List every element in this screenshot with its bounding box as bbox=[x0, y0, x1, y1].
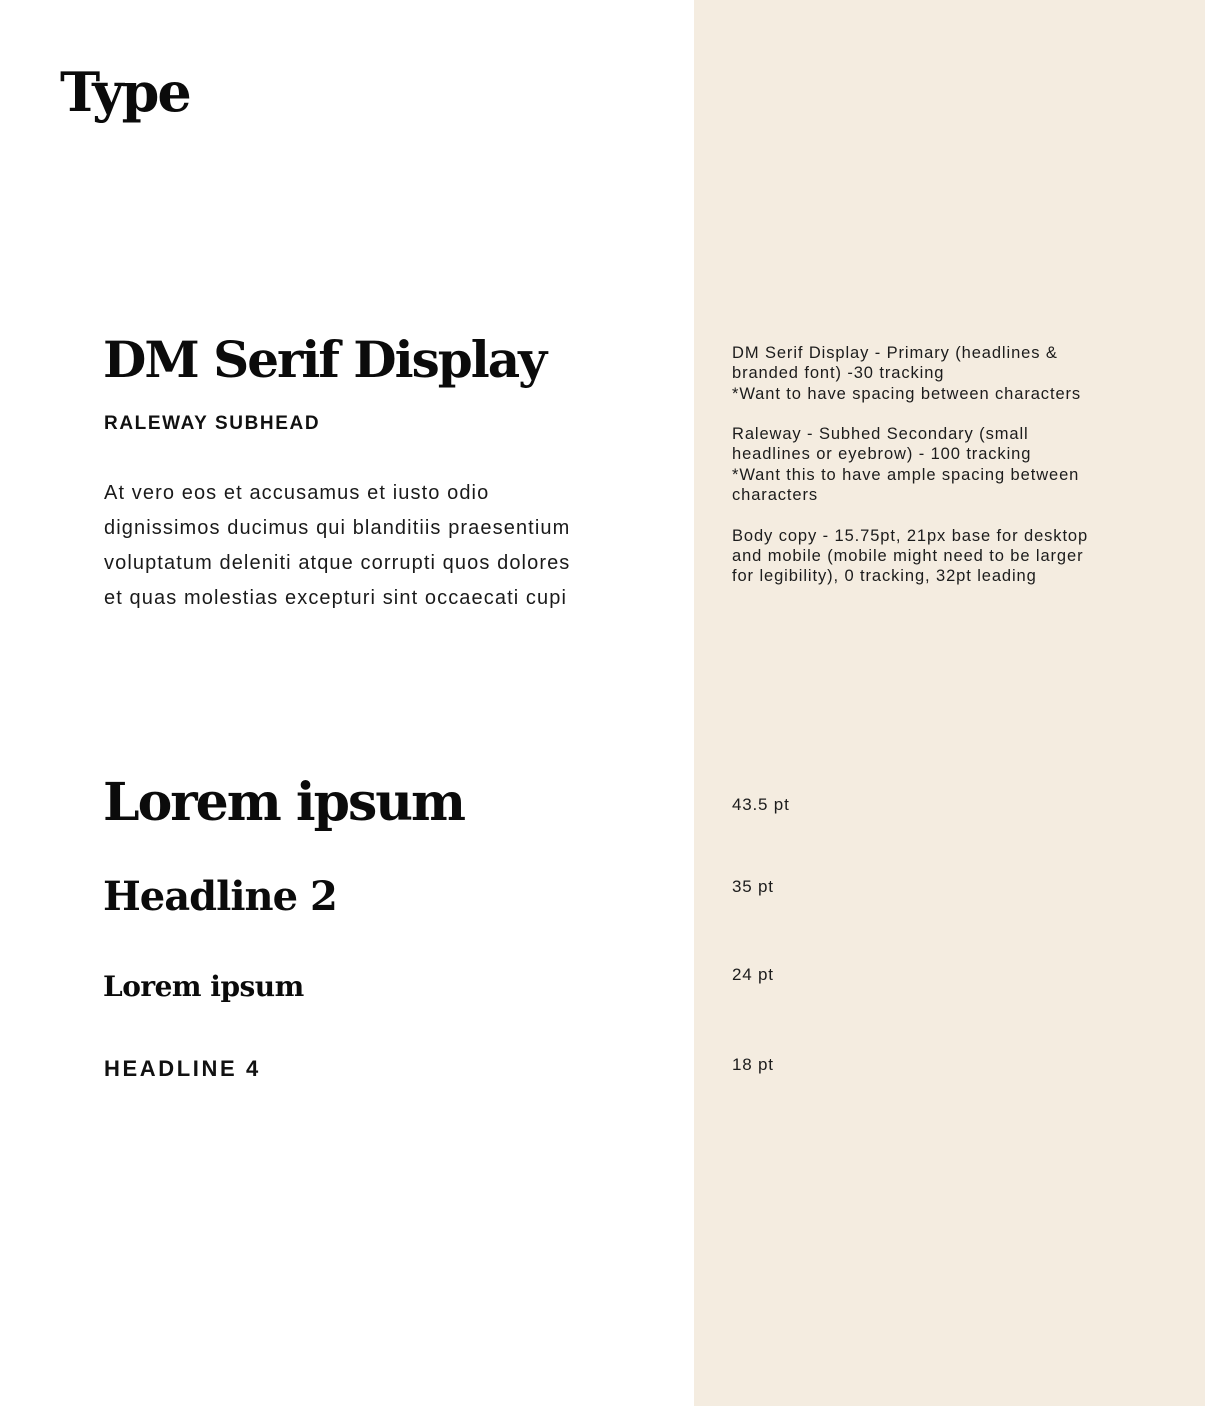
notes-panel bbox=[694, 0, 1205, 1406]
primary-font-name: DM Serif Display bbox=[103, 330, 546, 389]
secondary-note-line: Raleway - Subhed Secondary (small bbox=[732, 425, 1029, 444]
headline-1-sample: Lorem ipsum bbox=[103, 772, 465, 833]
body-line: At vero eos et accusamus et iusto odio bbox=[104, 482, 490, 504]
body-note-line: for legibility), 0 tracking, 32pt leading bbox=[732, 567, 1037, 586]
headline-3-size: 24 pt bbox=[732, 965, 774, 984]
headline-4-sample: HEADLINE 4 bbox=[104, 1056, 261, 1081]
headline-4-size: 18 pt bbox=[732, 1055, 774, 1074]
subhead-sample: RALEWAY SUBHEAD bbox=[104, 413, 321, 434]
secondary-note-line: characters bbox=[732, 486, 819, 505]
body-line: voluptatum deleniti atque corrupti quos dolores bbox=[104, 552, 571, 574]
body-line: et quas molestias excepturi sint occaecati cupi bbox=[104, 587, 568, 609]
secondary-note-line: *Want this to have ample spacing between bbox=[732, 465, 1080, 484]
secondary-note-line: headlines or eyebrow) - 100 tracking bbox=[732, 445, 1032, 464]
body-note-line: and mobile (mobile might need to be larger bbox=[732, 546, 1084, 565]
primary-note-line: DM Serif Display - Primary (headlines & bbox=[732, 344, 1058, 362]
body-line: dignissimos ducimus qui blanditiis praesentium bbox=[104, 517, 571, 539]
body-copy-sample bbox=[104, 476, 684, 616]
headline-1-size: 43.5 pt bbox=[732, 795, 790, 814]
primary-note-line: *Want to have spacing between characters bbox=[732, 384, 1082, 403]
body-note-line: Body copy - 15.75pt, 21px base for desktop bbox=[732, 526, 1089, 545]
note-spacer bbox=[732, 404, 1088, 424]
page-title: Type bbox=[60, 60, 190, 124]
type-notes bbox=[732, 343, 1088, 587]
primary-note-line: branded font) -30 tracking bbox=[732, 364, 945, 383]
headline-3-sample: Lorem ipsum bbox=[103, 970, 304, 1003]
headline-2-sample: Headline 2 bbox=[103, 873, 337, 920]
headline-2-size: 35 pt bbox=[732, 877, 774, 896]
note-spacer bbox=[732, 505, 1088, 525]
